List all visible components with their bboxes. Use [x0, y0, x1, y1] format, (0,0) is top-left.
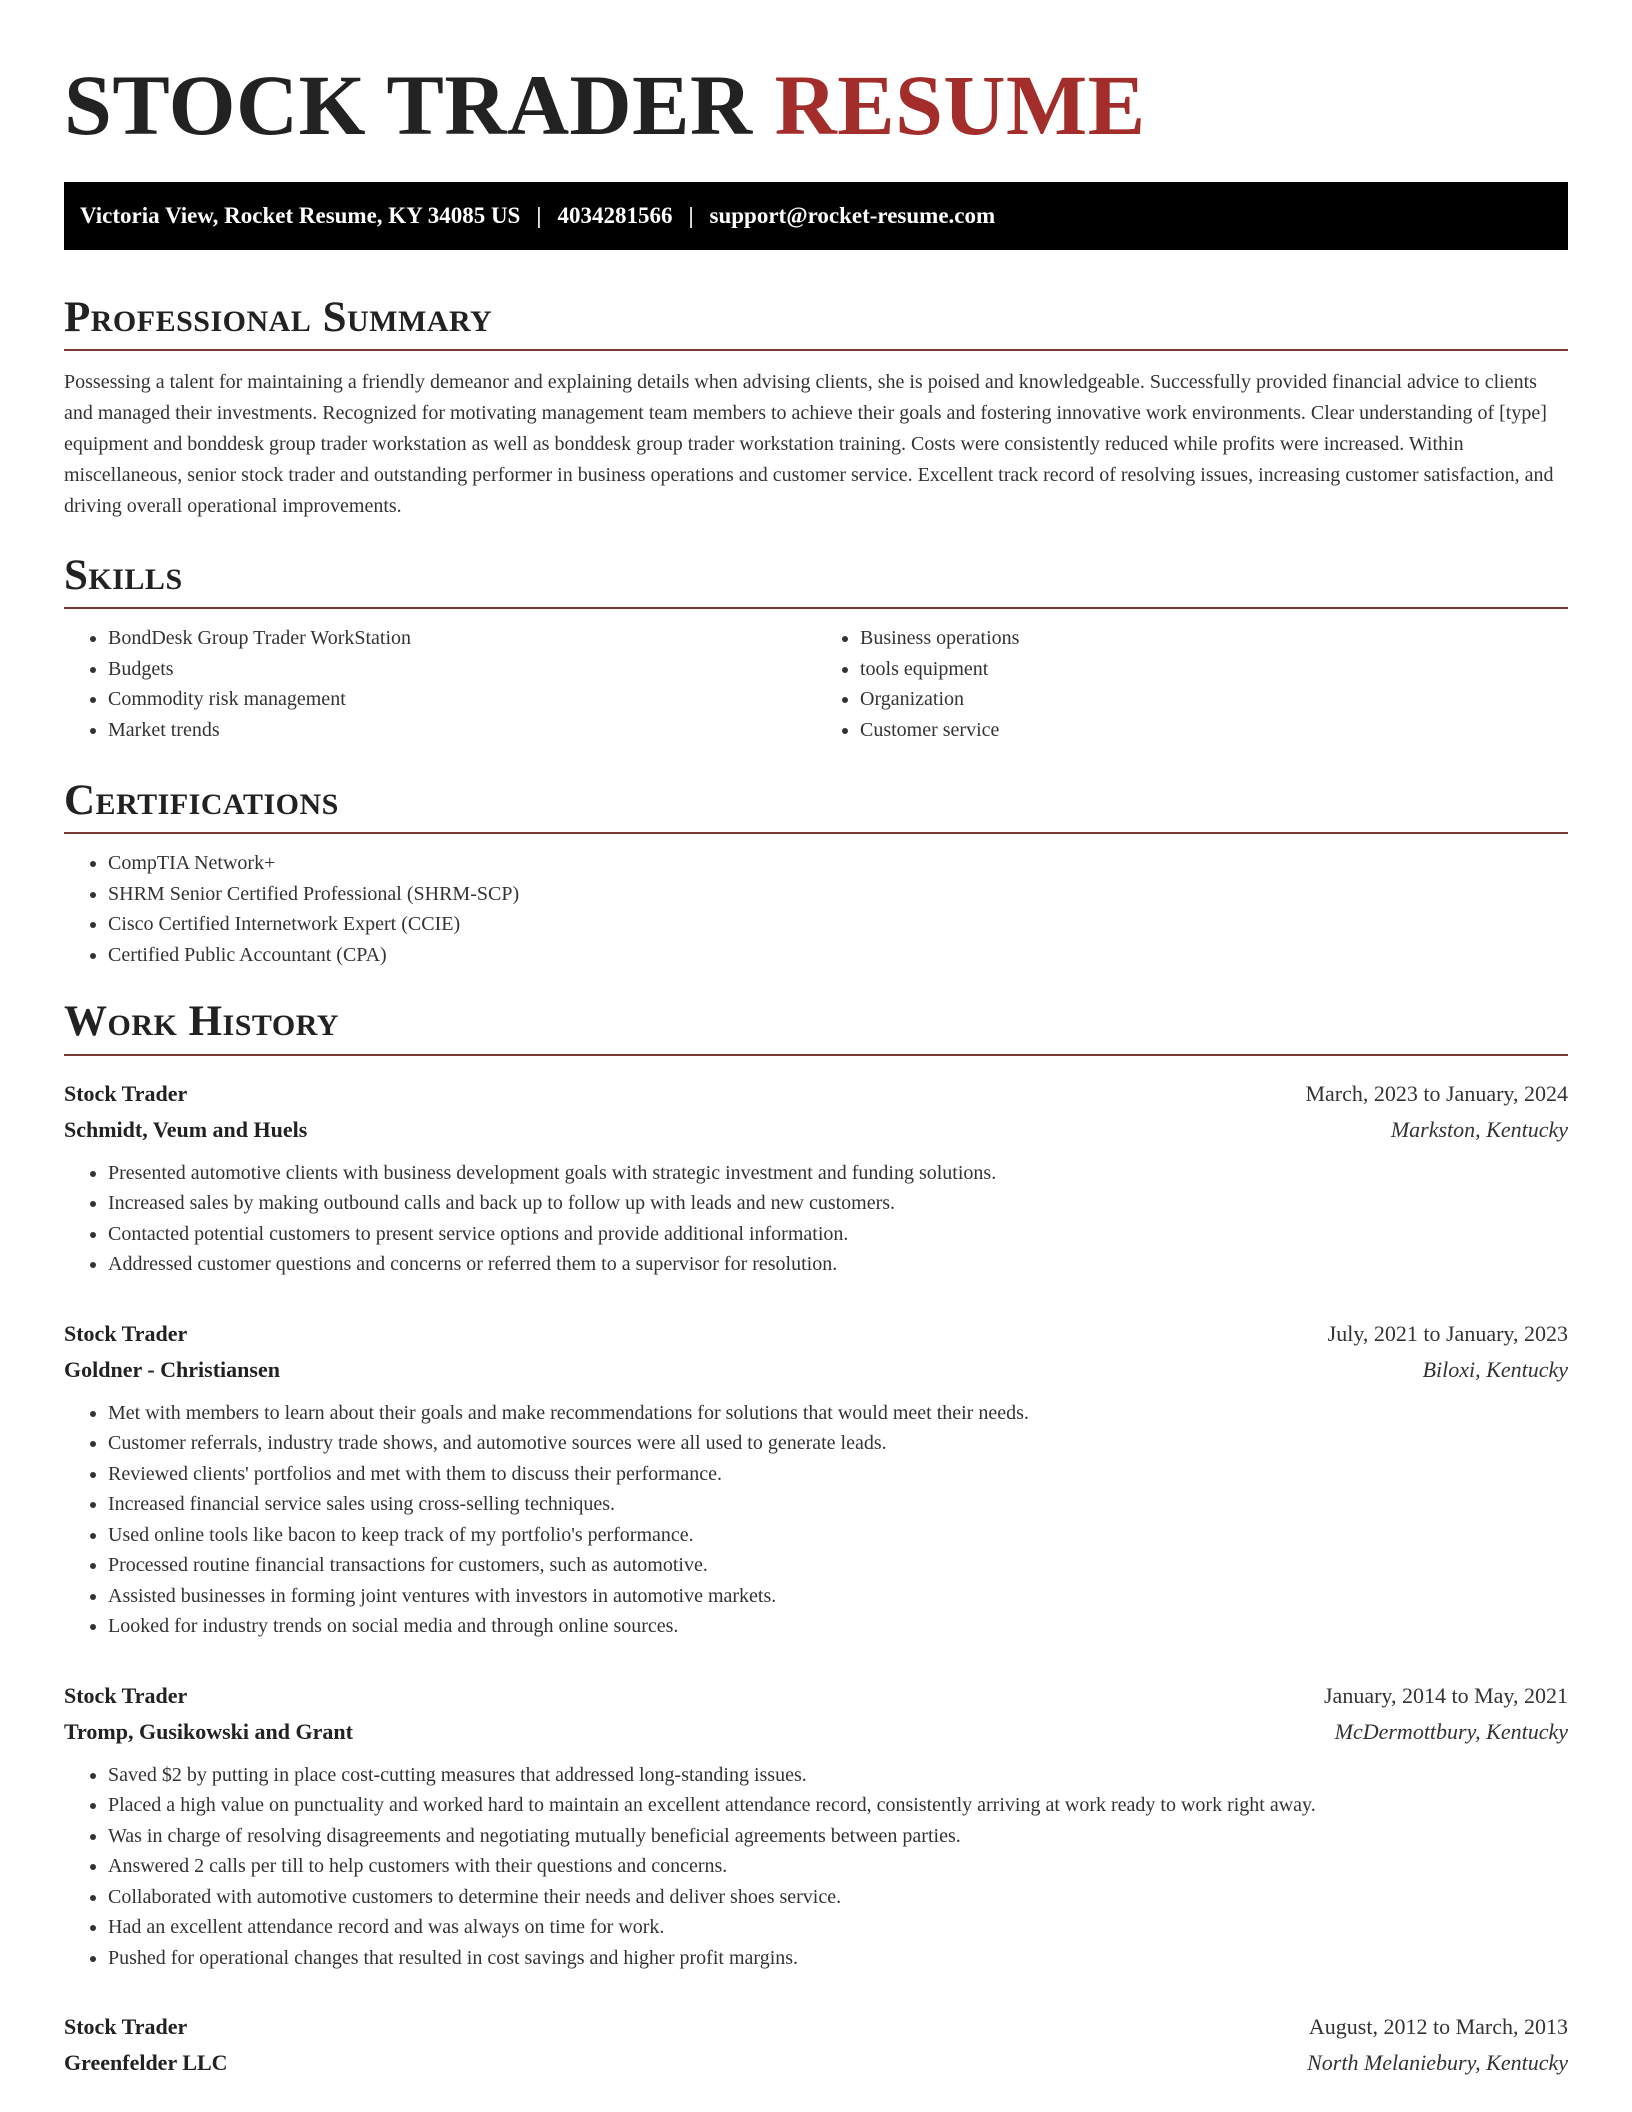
job-entry — [64, 1678, 1568, 1974]
job-bullet: • Saved $2 by putting in place cost-cutting measures that addressed long-standing issues. — [108, 1760, 1568, 1791]
job-bullets — [64, 1158, 1568, 1280]
job-bullet: • Assisted businesses in forming joint ventures with investors in automotive markets. — [108, 1581, 1568, 1612]
job-title: Stock Trader — [64, 1682, 188, 1708]
job-title: Stock Trader — [64, 1080, 188, 1106]
job-company-row — [64, 2045, 1568, 2081]
skill-item: • Organization — [860, 684, 1568, 715]
job-company: Goldner - Christiansen — [64, 1356, 280, 1382]
job-header-row — [64, 1316, 1568, 1352]
summary-text: Possessing a talent for maintaining a friendly demeanor and explaining details when advising clients, she is poised and knowledgeable. Successfully provided financial advice to clients and managed their investments. Recognized for motivating management team members to achieve their goals and fostering innovative work environments. Clear understanding of [type] equipment and bonddesk group trader workstation as well as bonddesk group trader workstation training. Costs were consistently reduced while profits were increased. Within miscellaneous, senior stock trader and outstanding performer in business operations and customer service. Excellent track record of resolving issues, increasing customer satisfaction, and driving overall operational improvements. — [64, 370, 1554, 517]
job-dates: March, 2023 to January, 2024 — [1305, 1080, 1568, 1106]
skills-list-right — [816, 623, 1568, 745]
job-bullet: • Processed routine financial transactions for customers, such as automotive. — [108, 1550, 1568, 1581]
title-main: STOCK TRADER — [64, 57, 753, 153]
job-company-row — [64, 1352, 1568, 1388]
resume-title — [64, 52, 1568, 160]
work-history-section — [64, 998, 1568, 2081]
skill-item: • Business operations — [860, 623, 1568, 654]
contact-email: support@rocket-resume.com — [709, 202, 996, 228]
job-dates: July, 2021 to January, 2023 — [1327, 1320, 1568, 1346]
job-location: Biloxi, Kentucky — [1422, 1356, 1568, 1382]
job-bullet: • Contacted potential customers to present service options and provide additional information. — [108, 1219, 1568, 1250]
contact-bar — [64, 182, 1568, 250]
job-location: North Melaniebury, Kentucky — [1307, 2050, 1568, 2076]
job-bullet: • Answered 2 calls per till to help customers with their questions and concerns. — [108, 1851, 1568, 1882]
job-dates: August, 2012 to March, 2013 — [1308, 2014, 1568, 2040]
job-entry — [64, 1316, 1568, 1642]
job-bullet: • Addressed customer questions and concerns or referred them to a supervisor for resolution. — [108, 1249, 1568, 1280]
job-bullets — [64, 1398, 1568, 1642]
contact-address: Victoria View, Rocket Resume, KY 34085 US — [80, 202, 521, 228]
job-header-row — [64, 1076, 1568, 1112]
job-location: Markston, Kentucky — [1390, 1116, 1568, 1142]
job-bullet: • Used online tools like bacon to keep track of my portfolio's performance. — [108, 1520, 1568, 1551]
certification-item: • Cisco Certified Internetwork Expert (CCIE) — [108, 909, 1568, 940]
contact-separator: | — [688, 202, 694, 228]
job-bullet: • Met with members to learn about their goals and make recommendations for solutions that would meet their needs. — [108, 1398, 1568, 1429]
job-bullet: • Was in charge of resolving disagreements and negotiating mutually beneficial agreements between parties. — [108, 1821, 1568, 1852]
skill-item: • Customer service — [860, 715, 1568, 746]
job-company: Schmidt, Veum and Huels — [64, 1116, 308, 1142]
contact-separator: | — [536, 202, 542, 228]
certifications-list — [64, 848, 1568, 970]
skills-grid — [64, 609, 1568, 745]
job-bullet: • Presented automotive clients with business development goals with strategic investment and funding solutions. — [108, 1158, 1568, 1189]
job-bullet: • Pushed for operational changes that resulted in cost savings and higher profit margins. — [108, 1943, 1568, 1974]
skill-item: • Budgets — [108, 654, 816, 685]
section-heading: Skills — [64, 552, 1568, 609]
job-entry — [64, 1076, 1568, 1280]
section-heading: Work History — [64, 998, 1568, 1055]
skills-section — [64, 552, 1568, 745]
summary-section — [64, 294, 1568, 522]
job-bullet: • Had an excellent attendance record and was always on time for work. — [108, 1912, 1568, 1943]
section-heading: Professional Summary — [64, 294, 1568, 351]
certifications-section — [64, 777, 1568, 970]
job-company: Tromp, Gusikowski and Grant — [64, 1718, 353, 1744]
job-company: Greenfelder LLC — [64, 2050, 228, 2076]
skills-list-left — [64, 623, 816, 745]
job-bullet: • Increased financial service sales using cross-selling techniques. — [108, 1489, 1568, 1520]
certification-item: • SHRM Senior Certified Professional (SHRM-SCP) — [108, 879, 1568, 910]
skill-item: • Market trends — [108, 715, 816, 746]
job-entry — [64, 2009, 1568, 2081]
skill-item: • BondDesk Group Trader WorkStation — [108, 623, 816, 654]
title-accent: RESUME — [774, 57, 1146, 153]
job-company-row — [64, 1714, 1568, 1750]
contact-phone: 4034281566 — [557, 202, 673, 228]
job-bullet: • Collaborated with automotive customers to determine their needs and deliver shoes service. — [108, 1882, 1568, 1913]
job-bullet: • Placed a high value on punctuality and worked hard to maintain an excellent attendance record, consistently arriving at work ready to work right away. — [108, 1790, 1568, 1821]
job-title: Stock Trader — [64, 1320, 188, 1346]
job-header-row — [64, 2009, 1568, 2045]
skill-item: • tools equipment — [860, 654, 1568, 685]
job-bullet: • Increased sales by making outbound calls and back up to follow up with leads and new customers. — [108, 1188, 1568, 1219]
job-company-row — [64, 1112, 1568, 1148]
skill-item: • Commodity risk management — [108, 684, 816, 715]
section-heading: Certifications — [64, 777, 1568, 834]
job-bullets — [64, 1760, 1568, 1974]
job-title: Stock Trader — [64, 2014, 188, 2040]
job-bullet: • Customer referrals, industry trade shows, and automotive sources were all used to generate leads. — [108, 1428, 1568, 1459]
job-dates: January, 2014 to May, 2021 — [1324, 1682, 1568, 1708]
job-bullet: • Looked for industry trends on social media and through online sources. — [108, 1611, 1568, 1642]
job-location: McDermottbury, Kentucky — [1334, 1718, 1568, 1744]
job-bullet: • Reviewed clients' portfolios and met with them to discuss their performance. — [108, 1459, 1568, 1490]
job-header-row — [64, 1678, 1568, 1714]
certification-item: • Certified Public Accountant (CPA) — [108, 940, 1568, 971]
certification-item: • CompTIA Network+ — [108, 848, 1568, 879]
